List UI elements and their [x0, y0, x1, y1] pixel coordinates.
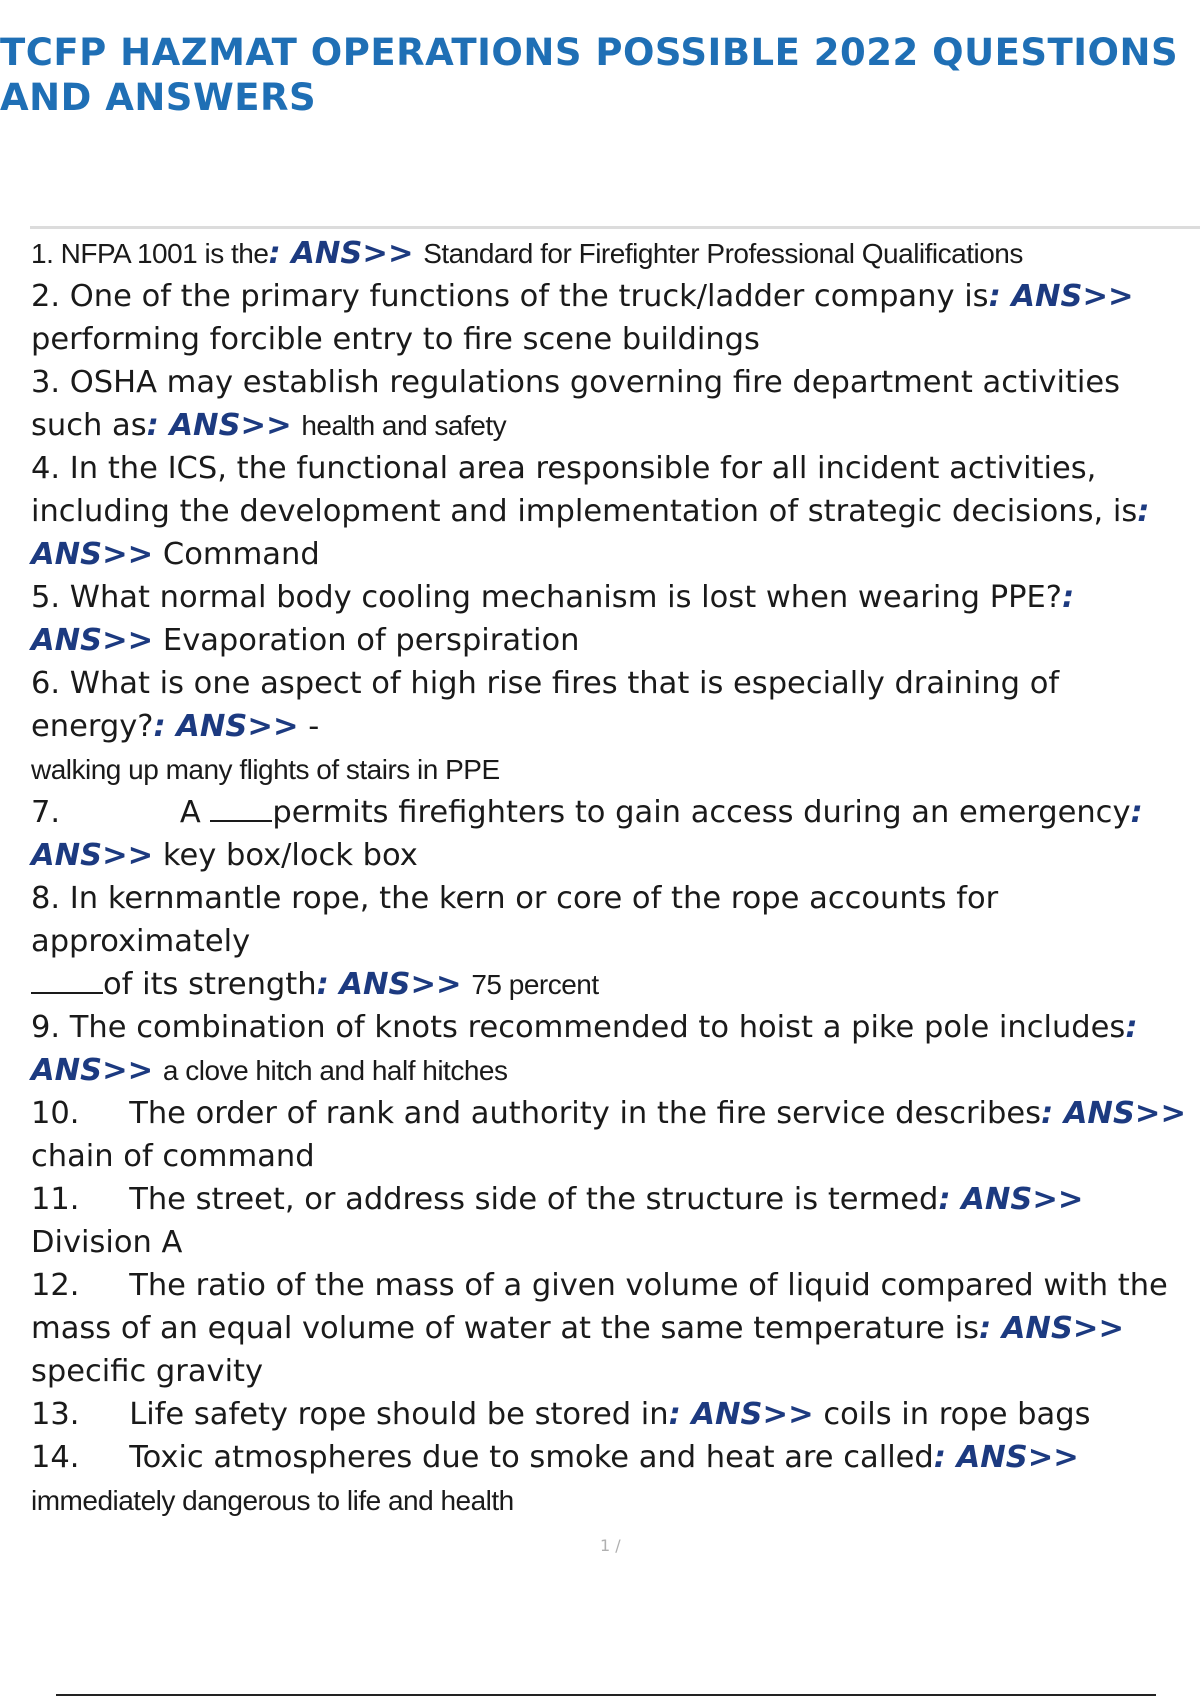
answer-text: immediately dangerous to life and health: [31, 1485, 514, 1516]
question-text-pre: A: [179, 795, 201, 830]
answer-marker: ANS>>: [31, 537, 154, 572]
answer-text: key box/lock box: [162, 838, 418, 873]
question-number: 11.: [31, 1182, 80, 1217]
answer-separator: :: [1041, 1096, 1064, 1131]
answer-marker: ANS>>: [31, 1053, 154, 1088]
answer-text: specific gravity: [31, 1354, 264, 1389]
answer-separator: :: [268, 236, 292, 271]
answer-marker: ANS>>: [956, 1440, 1079, 1475]
question-number: 12.: [31, 1268, 80, 1303]
answer-marker: ANS>>: [31, 623, 154, 658]
qa-item-12: [31, 1264, 1196, 1393]
question-text: 6. What is one aspect of high rise fires that is especially draining of energy?: [31, 666, 1060, 744]
qa-item-2: [31, 275, 1196, 361]
bottom-divider: [56, 1694, 1156, 1696]
answer-marker: ANS>>: [339, 967, 462, 1002]
qa-item-5: [31, 576, 1196, 662]
top-divider: [30, 226, 1200, 229]
question-text: The order of rank and authority in the fire service describes: [129, 1096, 1041, 1131]
answer-marker: ANS>>: [691, 1397, 814, 1432]
answer-text: walking up many flights of stairs in PPE: [31, 754, 500, 785]
answer-separator: :: [1137, 494, 1150, 529]
answer-separator: :: [1130, 795, 1143, 830]
page-number: 1 /: [600, 1536, 621, 1555]
answer-separator: :: [316, 967, 340, 1002]
question-text: permits firefighters to gain access during an emergency: [272, 795, 1131, 830]
document-title: TCFP HAZMAT OPERATIONS POSSIBLE 2022 QUESTIONS AND ANSWERS: [0, 31, 1179, 119]
question-text: Toxic atmospheres due to smoke and heat are called: [129, 1440, 934, 1475]
answer-separator: :: [1061, 580, 1075, 615]
answer-text: chain of command: [31, 1139, 315, 1174]
answer-separator: :: [153, 709, 177, 744]
answer-separator: :: [146, 408, 170, 443]
answer-text: Standard for Firefighter Professional Qualifications: [423, 238, 1023, 269]
fill-in-blank: [210, 819, 272, 822]
qa-item-10: [31, 1092, 1196, 1178]
answer-marker: ANS>>: [31, 838, 154, 873]
answer-separator: :: [933, 1440, 957, 1475]
question-number: 14.: [31, 1440, 80, 1475]
question-text: The ratio of the mass of a given volume of liquid compared with the mass of an equal volume of water at the same temperature is: [31, 1268, 1168, 1346]
answer-text: 75 percent: [471, 969, 599, 1000]
answer-separator: :: [668, 1397, 692, 1432]
question-number: 13.: [31, 1397, 80, 1432]
question-text: The street, or address side of the structure is termed: [129, 1182, 939, 1217]
answer-text: health and safety: [301, 410, 507, 441]
answer-text: Evaporation of perspiration: [162, 623, 580, 658]
answer-text: performing forcible entry to fire scene buildings: [31, 322, 760, 357]
qa-item-9: [31, 1006, 1196, 1092]
answer-marker: ANS>>: [169, 408, 292, 443]
answer-separator: :: [979, 1311, 1002, 1346]
answer-text: coils in rope bags: [823, 1397, 1091, 1432]
question-text: 2. One of the primary functions of the truck/ladder company is: [31, 279, 989, 314]
qa-list: [31, 232, 1196, 1522]
qa-item-8: [31, 877, 1196, 1006]
answer-separator: :: [988, 279, 1012, 314]
qa-item-7: [31, 791, 1196, 877]
qa-item-14: [31, 1436, 1196, 1522]
answer-marker: ANS>>: [176, 709, 299, 744]
fill-in-blank: [31, 991, 103, 994]
answer-marker: ANS>>: [1001, 1311, 1125, 1346]
qa-item-1: [31, 232, 1196, 275]
answer-marker: ANS>>: [961, 1182, 1084, 1217]
answer-dash: -: [308, 709, 320, 744]
question-number: 7.: [31, 795, 61, 830]
qa-item-4: [31, 447, 1196, 576]
qa-item-3: [31, 361, 1196, 447]
answer-marker: ANS>>: [1063, 1096, 1187, 1131]
question-text-post: of its strength: [103, 967, 317, 1002]
qa-item-6: [31, 662, 1196, 791]
qa-item-13: [31, 1393, 1196, 1436]
question-text: 5. What normal body cooling mechanism is lost when wearing PPE?: [31, 580, 1062, 615]
answer-separator: :: [1125, 1010, 1138, 1045]
answer-separator: :: [938, 1182, 962, 1217]
answer-text: Division A: [31, 1225, 183, 1260]
answer-marker: ANS>>: [1011, 279, 1134, 314]
question-number: 10.: [31, 1096, 80, 1131]
question-text: 4. In the ICS, the functional area responsible for all incident activities, including the development and implementation of strategic decisions, is: [31, 451, 1138, 529]
question-text: Life safety rope should be stored in: [129, 1397, 669, 1432]
answer-text: Command: [162, 537, 320, 572]
qa-item-11: [31, 1178, 1196, 1264]
question-text: 8. In kernmantle rope, the kern or core of the rope accounts for approximately: [31, 881, 999, 959]
answer-marker: ANS>>: [291, 236, 414, 271]
question-text: 3. OSHA may establish regulations governing fire department activities such as: [31, 365, 1121, 443]
question-text: 1. NFPA 1001 is the: [31, 238, 269, 269]
question-text: 9. The combination of knots recommended to hoist a pike pole includes: [31, 1010, 1126, 1045]
answer-text: a clove hitch and half hitches: [162, 1055, 508, 1086]
